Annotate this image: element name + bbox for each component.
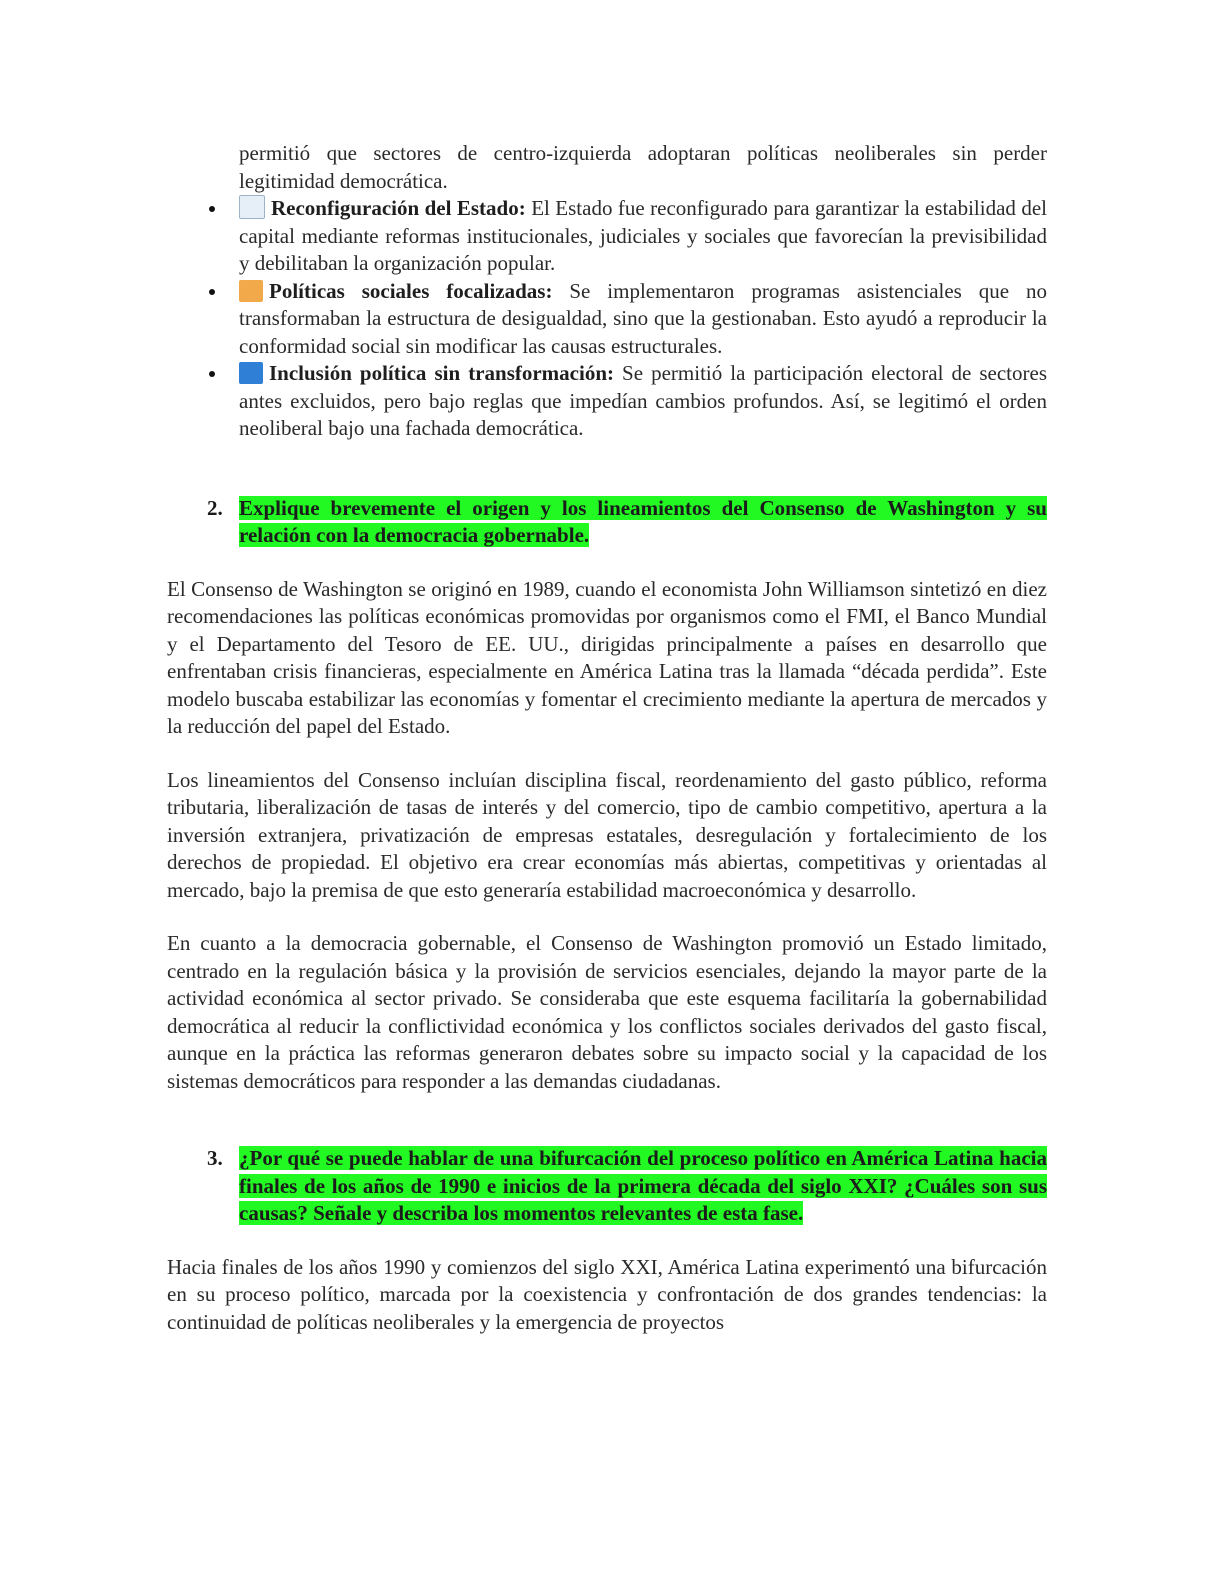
body-paragraph: En cuanto a la democracia gobernable, el Consenso de Washington promovió un Estado limitado, centrado en la regulación básica y la provisión de servicios esenciales, dejando la mayor parte de la actividad económica al sector privado. Se consideraba que este esquema facilitaría la gobernabilidad democrática al reducir la conflictividad económica y los conflictos sociales derivados del gasto fiscal, aunque en la práctica las reformas generaron debates sobre su impacto social y la capacidad de los sistemas democráticos para responder a las demandas ciudadanas.	[167, 931, 1047, 1093]
bullet-dot-icon	[209, 371, 215, 377]
body-paragraph: El Consenso de Washington se originó en 1989, cuando el economista John Williamson sintetizó en diez recomendaciones las políticas económicas promovidas por organismos como el FMI, el Banco Mundial y el Departamento del Tesoro de EE. UU., dirigidas principalmente a países en desarrollo que enfrentaban crisis financieras, especialmente en América Latina tras la llamada “década perdida”. Este modelo buscaba estabilizar las economías y fomentar el crecimiento mediante la apertura de mercados y la reducción del papel del Estado.	[167, 576, 1047, 738]
question-3	[167, 1145, 1047, 1228]
body-paragraph: Los lineamientos del Consenso incluían disciplina fiscal, reordenamiento del gasto público, reforma tributaria, liberalización de tasas de interés y del comercio, tipo de cambio competitivo, apertura a la inversión extranjera, privatización de empresas estatales, desregulación y fortalecimiento de los derechos de propiedad. El objetivo era crear economías más abiertas, competitivas y orientadas al mercado, bajo la premisa de que esto generaría estabilidad macroeconómica y desarrollo.	[167, 767, 1047, 902]
box-icon	[239, 280, 263, 302]
continuation-text: permitió que sectores de centro-izquierda adoptaran políticas neoliberales sin perder legitimidad democrática.	[239, 141, 1047, 193]
bullet-item	[167, 360, 1047, 443]
bullet-list	[167, 195, 1047, 443]
bullet-title: Reconfiguración del Estado:	[271, 196, 526, 220]
bullet-title: Políticas sociales focalizadas:	[269, 278, 553, 303]
bullet-dot-icon	[209, 289, 215, 295]
bullet-text: Se implementaron programas asistenciales que no transformaban la estructura de desigualdad, sino que la gestionaban. Esto ayudó a reproducir la conformidad social sin modificar las causas estructurales.	[239, 278, 1047, 358]
bullet-item	[167, 278, 1047, 361]
question-text: ¿Por qué se puede hablar de una bifurcación del proceso político en América Latina hacia finales de los años de 1990 e inicios de la primera década del siglo XXI? ¿Cuáles son sus causas? Señale y describa los momentos relevantes de esta fase.	[239, 1146, 1047, 1225]
ballot-icon	[239, 362, 263, 384]
bullet-dot-icon	[209, 206, 215, 212]
body-paragraph: Hacia finales de los años 1990 y comienzos del siglo XXI, América Latina experimentó una bifurcación en su proceso político, marcada por la coexistencia y confrontación de dos grandes tendencias: la continuidad de políticas neoliberales y la emergencia de proyectos	[167, 1254, 1047, 1334]
question-number: 3.	[207, 1146, 223, 1170]
bullet-text: El Estado fue reconfigurado para garantizar la estabilidad del capital mediante reformas institucionales, judiciales y sociales que favorecían la previsibilidad y debilitaban la organización popular.	[239, 196, 1048, 275]
question-2	[167, 495, 1047, 550]
question-text: Explique brevemente el origen y los lineamientos del Consenso de Washington y su relación con la democracia gobernable.	[239, 495, 1047, 547]
question-number: 2.	[207, 495, 223, 520]
bullet-item	[167, 195, 1047, 278]
bullet-text: Se permitió la participación electoral de sectores antes excluidos, pero bajo reglas que impedían cambios profundos. Así, se legitimó el orden neoliberal bajo una fachada democrática.	[239, 361, 1047, 440]
document-content	[167, 140, 1047, 1336]
chart-icon	[239, 195, 265, 219]
bullet-title: Inclusión política sin transformación:	[269, 361, 614, 385]
